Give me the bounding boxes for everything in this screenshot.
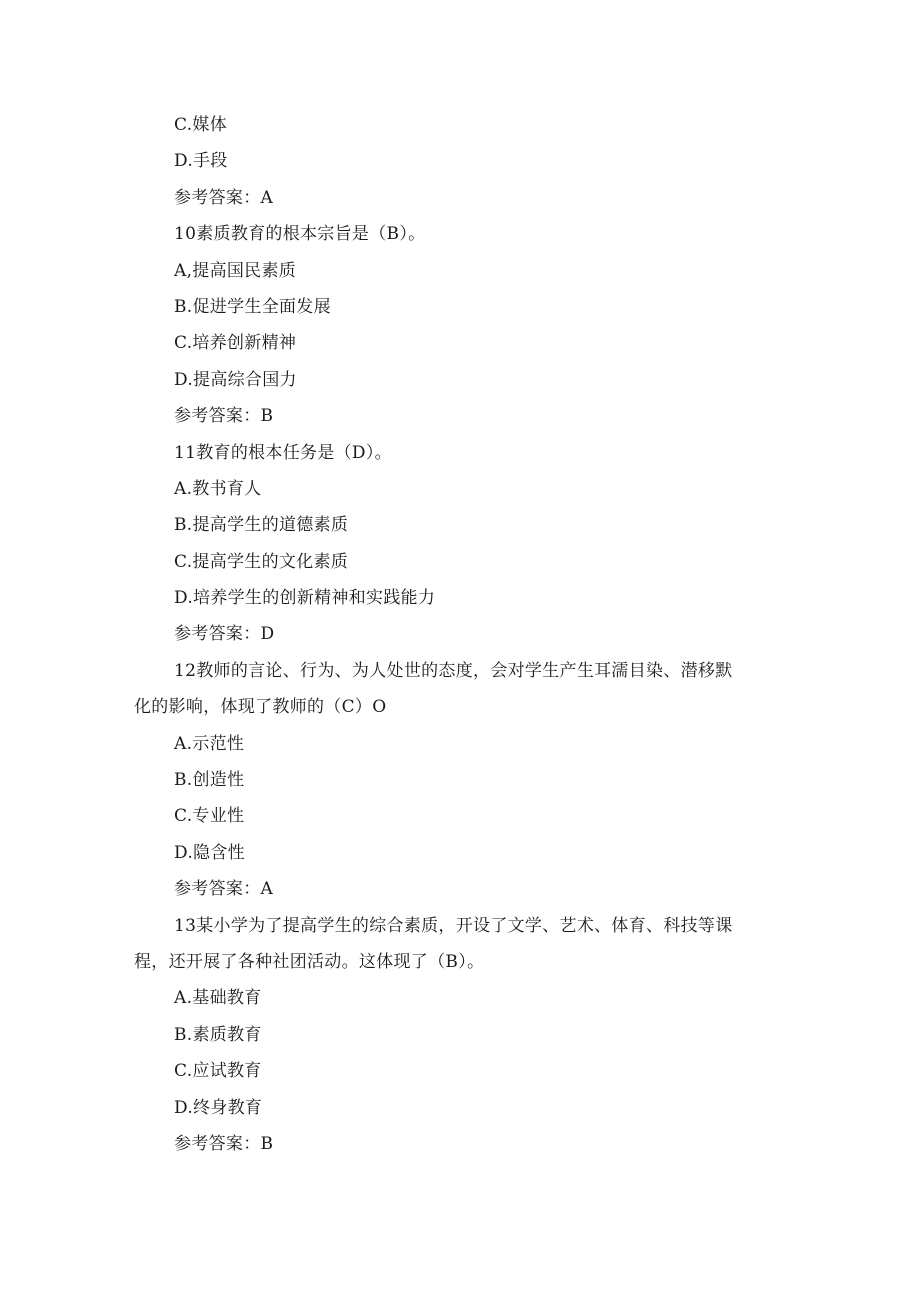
- question-11-option-d: D.培养学生的创新精神和实践能力: [174, 588, 436, 609]
- option-c-media: C.媒体: [174, 115, 228, 135]
- question-13-option-d: D.终身教育: [174, 1097, 263, 1118]
- option-d-means: D.手段: [174, 151, 228, 172]
- question-11: 11教育的根本任务是（D）。: [174, 442, 392, 463]
- question-12-option-d: D.隐含性: [174, 842, 245, 863]
- question-11-option-a: A.教书育人: [174, 478, 262, 499]
- answer-10: 参考答案：B: [174, 406, 274, 427]
- question-13-option-a: A.基础教育: [174, 988, 262, 1009]
- question-10-option-d: D.提高综合国力: [174, 369, 297, 390]
- answer-13: 参考答案：B: [174, 1134, 274, 1154]
- question-11-option-c: C.提高学生的文化素质: [174, 551, 349, 572]
- question-12-line-1: 12教师的言论、行为、为人处世的态度，会对学生产生耳濡目染、潜移默: [174, 660, 733, 681]
- question-12: [0, 653, 784, 726]
- question-13-line-1: 13某小学为了提高学生的综合素质，开设了文学、艺术、体育、科技等课: [174, 915, 733, 936]
- question-10-option-a: A,提高国民素质: [174, 260, 297, 281]
- question-12-option-a: A.示范性: [174, 733, 245, 754]
- question-12-option-c: C.专业性: [174, 806, 245, 827]
- question-13-option-b: B.素质教育: [174, 1024, 262, 1045]
- question-13: [0, 908, 784, 981]
- question-10-option-c: C.培养创新精神: [174, 333, 297, 354]
- answer-12: 参考答案：A: [174, 879, 274, 900]
- question-13-option-c: C.应试教育: [174, 1061, 262, 1082]
- question-13-line-2: 程，还开展了各种社团活动。这体现了（B）。: [134, 952, 485, 973]
- question-12-line-2: 化的影响，体现了教师的（C）O: [134, 697, 387, 718]
- question-11-option-b: B.提高学生的道德素质: [174, 515, 349, 536]
- question-12-option-b: B.创造性: [174, 770, 245, 791]
- question-10: 10素质教育的根本宗旨是（B）。: [174, 224, 426, 245]
- question-10-option-b: B.促进学生全面发展: [174, 296, 331, 317]
- document-page: [0, 107, 920, 1162]
- answer-11: 参考答案：D: [174, 624, 275, 645]
- answer-9: 参考答案：A: [174, 187, 274, 208]
